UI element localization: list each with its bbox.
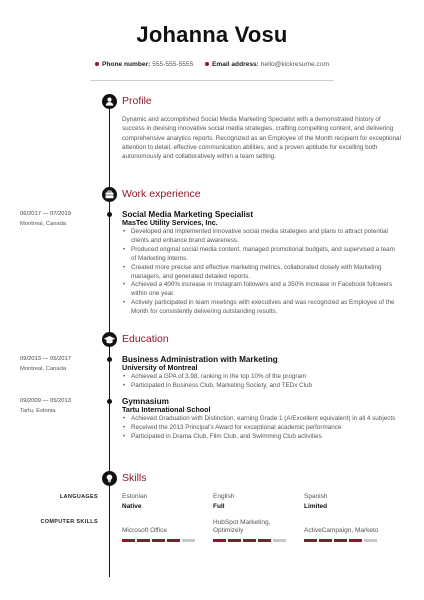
rating-segment	[273, 539, 286, 542]
rating-segment	[167, 539, 180, 542]
email-label: Email address:	[211, 61, 259, 68]
section-title-work: Work experience	[122, 188, 201, 200]
timeline-dot	[107, 212, 112, 217]
job-dates: 06/2017 — 07/2019	[20, 211, 71, 217]
list-item: • Achieved Graduation with Distinction, earning Grade 1 (A/Excellent equivalent) in all 4 subjects	[122, 415, 400, 424]
edu-bullets	[122, 373, 400, 391]
rating-segment	[182, 539, 195, 542]
bullet-dot-icon	[95, 62, 99, 66]
skill-rating-bar	[122, 539, 195, 542]
section-title-profile: Profile	[122, 95, 152, 107]
list-item: • Participated in Business Club, Marketing Society, and TEDx Club	[122, 382, 400, 391]
computer-skill-name: HubSpot Marketing, Optimizely	[213, 519, 271, 535]
language-level: Native	[122, 503, 142, 510]
job-location: Montreal, Canada	[20, 221, 67, 227]
rating-segment	[364, 539, 377, 542]
timeline-dot	[107, 357, 112, 362]
list-item: • Developed and implemented innovative social media strategies and plans to attract potential clients and enhance brand awareness.	[122, 228, 400, 246]
resume-name: Johanna Vosu	[136, 22, 288, 47]
edu-dates: 09/2013 — 05/2017	[20, 356, 71, 362]
person-icon	[102, 94, 117, 109]
rating-segment	[319, 539, 332, 542]
rating-segment	[137, 539, 150, 542]
skill-rating-bar	[213, 539, 286, 542]
list-item: • Achieved a 400% increase in Instagram followers and a 350% increase in Facebook followers within one year.	[122, 281, 400, 299]
edu-dates: 09/2009 — 05/2013	[20, 398, 71, 404]
edu-location: Tartu, Estonia	[20, 408, 56, 414]
edu-degree: Gymnasium	[122, 397, 169, 406]
edu-bullets	[122, 415, 400, 442]
job-employer: MasTec Utility Services, Inc.	[122, 218, 218, 227]
briefcase-icon	[102, 187, 117, 202]
job-title: Social Media Marketing Specialist	[122, 210, 254, 219]
edu-school: Tartu International School	[122, 405, 211, 414]
graduation-cap-icon	[102, 332, 117, 347]
rating-segment	[258, 539, 271, 542]
language-name: Estonian	[122, 493, 148, 500]
list-item: • Produced original social media content, managed promotional budgets, and supervised a team of Marketing interns.	[122, 246, 400, 264]
language-name: Spanish	[304, 493, 328, 500]
rating-segment	[213, 539, 226, 542]
list-item: • Received the 2013 Principal's Award for exceptional academic performance	[122, 424, 400, 433]
rating-segment	[228, 539, 241, 542]
rating-segment	[152, 539, 165, 542]
section-title-skills: Skills	[122, 472, 147, 484]
list-item: • Created more precise and effective marketing metrics, collaborated closely with Marketing managers, and generated detailed reports.	[122, 264, 400, 282]
email-value: hello@kickresume.com	[260, 61, 329, 68]
language-level: Limited	[304, 503, 328, 510]
rating-segment	[304, 539, 317, 542]
section-title-education: Education	[122, 333, 169, 345]
contact-line	[0, 61, 424, 68]
rating-segment	[243, 539, 256, 542]
computer-skills-label: COMPUTER SKILLS	[40, 519, 98, 525]
edu-school: University of Montreal	[122, 363, 198, 372]
list-item: • Participated in Drama Club, Film Club, and Swimming Club activities	[122, 433, 400, 442]
edu-location: Montreal, Canada	[20, 366, 67, 372]
phone-value: 555-555-5555	[152, 61, 194, 68]
language-level: Full	[213, 503, 225, 510]
list-item: • Achieved a GPA of 3.98, ranking in the top 10% of the program	[122, 373, 400, 382]
language-name: English	[213, 493, 235, 500]
job-bullets	[122, 228, 400, 317]
header-divider	[90, 80, 334, 81]
bullet-dot-icon	[205, 62, 209, 66]
profile-summary: Dynamic and accomplished Social Media Marketing Specialist with a demonstrated history of success in devising innovative social media strategies, crafting compelling content, and delivering comprehensive analytics reports. Recognized as an Employee of the Month recipient for exceptional attention to detail, effective communication abilities, and a proven aptitude for excelling both autonomously and collaboratively within a team setting.	[122, 116, 401, 161]
languages-label: LANGUAGES	[59, 494, 98, 500]
lightbulb-icon	[102, 471, 117, 486]
rating-segment	[122, 539, 135, 542]
rating-segment	[349, 539, 362, 542]
phone-label: Phone number:	[102, 61, 151, 68]
timeline-dot	[107, 399, 112, 404]
rating-segment	[334, 539, 347, 542]
skill-rating-bar	[304, 539, 377, 542]
list-item: • Actively participated in team meetings with executives and was recognized as Employee of the Month for consistently delivering outstanding results.	[122, 299, 400, 317]
edu-degree: Business Administration with Marketing	[122, 355, 278, 364]
computer-skill-name: Microsoft Office	[122, 527, 168, 534]
computer-skill-name: ActiveCampaign, Marketo	[304, 527, 379, 534]
